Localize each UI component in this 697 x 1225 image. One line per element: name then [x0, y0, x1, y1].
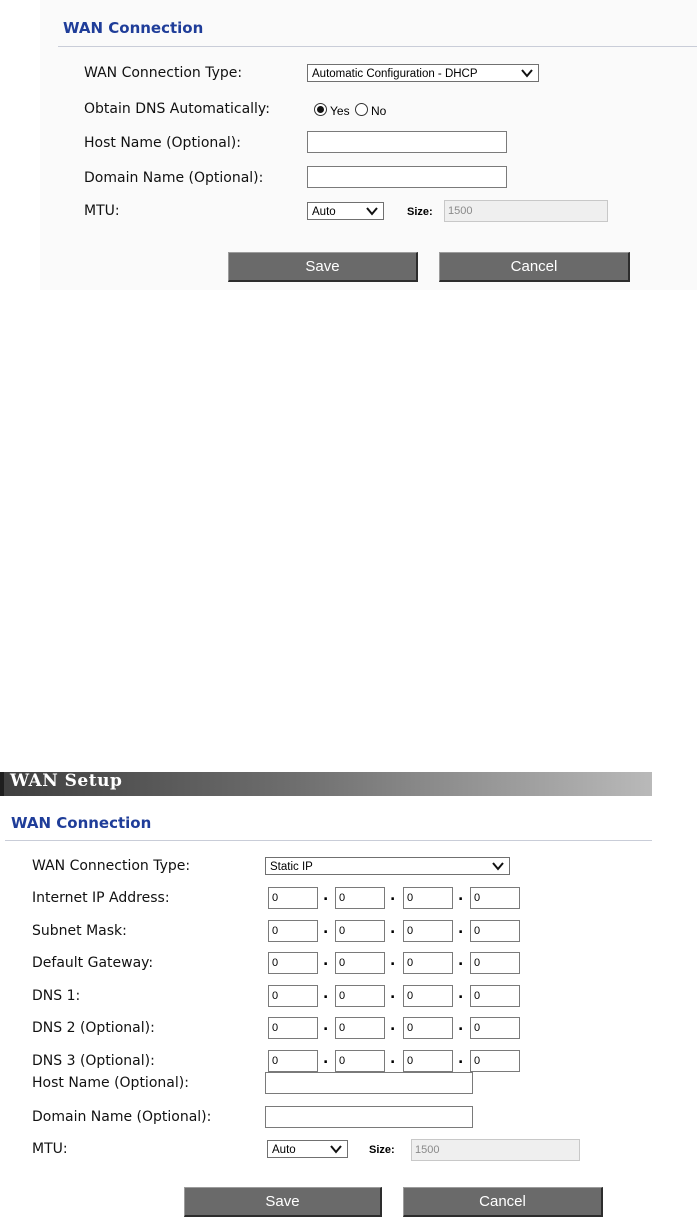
- mtu-select[interactable]: [307, 202, 384, 220]
- ip-octet-input[interactable]: [268, 887, 318, 909]
- octet-separator: .: [323, 1051, 329, 1067]
- connection-type-label: WAN Connection Type:: [32, 858, 191, 874]
- ip-octet-input[interactable]: [470, 920, 520, 942]
- header-edge: [0, 772, 4, 796]
- ip-row-label: Subnet Mask:: [32, 923, 127, 939]
- section-title: WAN Connection: [63, 19, 204, 37]
- size-input: [411, 1139, 580, 1161]
- ip-octet-input[interactable]: [403, 985, 453, 1007]
- chevron-down-icon: [491, 860, 505, 872]
- domain-name-label: Domain Name (Optional):: [84, 170, 264, 186]
- ip-octet-input[interactable]: [403, 952, 453, 974]
- mtu-value: Auto: [312, 206, 336, 218]
- section-divider: [58, 46, 697, 47]
- ip-row-label: DNS 2 (Optional):: [32, 1020, 155, 1036]
- wan-setup-title: WAN Setup: [10, 771, 123, 791]
- ip-octet-input[interactable]: [470, 952, 520, 974]
- octet-separator: .: [458, 888, 464, 904]
- ip-octet-input[interactable]: [470, 1017, 520, 1039]
- octet-separator: .: [323, 888, 329, 904]
- ip-octet-input[interactable]: [268, 1050, 318, 1072]
- host-name-label: Host Name (Optional):: [32, 1075, 189, 1091]
- octet-separator: .: [390, 1018, 396, 1034]
- ip-octet-input[interactable]: [335, 952, 385, 974]
- connection-type-select[interactable]: [265, 857, 510, 875]
- domain-name-input[interactable]: [265, 1106, 473, 1128]
- octet-separator: .: [458, 1051, 464, 1067]
- octet-separator: .: [390, 1051, 396, 1067]
- octet-separator: .: [390, 953, 396, 969]
- ip-octet-input[interactable]: [268, 985, 318, 1007]
- mtu-label: MTU:: [32, 1141, 68, 1157]
- ip-row-label: Internet IP Address:: [32, 890, 170, 906]
- octet-separator: .: [323, 986, 329, 1002]
- ip-octet-input[interactable]: [335, 887, 385, 909]
- host-name-input[interactable]: [265, 1072, 473, 1094]
- octet-separator: .: [458, 986, 464, 1002]
- section-title: WAN Connection: [11, 814, 152, 832]
- octet-separator: .: [390, 986, 396, 1002]
- host-name-label: Host Name (Optional):: [84, 135, 241, 151]
- octet-separator: .: [323, 921, 329, 937]
- ip-octet-input[interactable]: [470, 1050, 520, 1072]
- save-button[interactable]: Save: [184, 1187, 382, 1217]
- obtain-dns-no-radio[interactable]: [355, 103, 368, 116]
- octet-separator: .: [458, 953, 464, 969]
- mtu-label: MTU:: [84, 203, 120, 219]
- octet-separator: .: [458, 1018, 464, 1034]
- octet-separator: .: [323, 1018, 329, 1034]
- size-input: [444, 200, 608, 222]
- obtain-dns-yes-radio[interactable]: [314, 103, 327, 116]
- ip-octet-input[interactable]: [470, 985, 520, 1007]
- chevron-down-icon: [329, 1143, 343, 1155]
- ip-octet-input[interactable]: [403, 1050, 453, 1072]
- connection-type-label: WAN Connection Type:: [84, 65, 243, 81]
- ip-octet-input[interactable]: [268, 1017, 318, 1039]
- ip-octet-input[interactable]: [403, 887, 453, 909]
- ip-octet-input[interactable]: [335, 985, 385, 1007]
- octet-separator: .: [323, 953, 329, 969]
- ip-octet-input[interactable]: [403, 920, 453, 942]
- cancel-button[interactable]: Cancel: [403, 1187, 603, 1217]
- ip-row-label: Default Gateway:: [32, 955, 154, 971]
- size-label: Size:: [369, 1144, 395, 1156]
- octet-separator: .: [458, 921, 464, 937]
- save-button[interactable]: Save: [228, 252, 418, 282]
- section-divider: [5, 840, 652, 841]
- ip-octet-input[interactable]: [268, 920, 318, 942]
- cancel-button[interactable]: Cancel: [439, 252, 630, 282]
- host-name-input[interactable]: [307, 131, 507, 153]
- ip-octet-input[interactable]: [403, 1017, 453, 1039]
- domain-name-label: Domain Name (Optional):: [32, 1109, 212, 1125]
- connection-type-value: Static IP: [270, 861, 313, 873]
- octet-separator: .: [390, 888, 396, 904]
- octet-separator: .: [390, 921, 396, 937]
- ip-octet-input[interactable]: [268, 952, 318, 974]
- chevron-down-icon: [520, 67, 534, 79]
- ip-octet-input[interactable]: [335, 1017, 385, 1039]
- domain-name-input[interactable]: [307, 166, 507, 188]
- ip-row-label: DNS 3 (Optional):: [32, 1053, 155, 1069]
- mtu-value: Auto: [272, 1144, 296, 1156]
- ip-octet-input[interactable]: [335, 1050, 385, 1072]
- obtain-dns-label: Obtain DNS Automatically:: [84, 101, 270, 117]
- connection-type-value: Automatic Configuration - DHCP: [312, 68, 478, 80]
- mtu-select[interactable]: [267, 1140, 348, 1158]
- ip-octet-input[interactable]: [470, 887, 520, 909]
- obtain-dns-no-label: No: [371, 104, 387, 118]
- ip-row-label: DNS 1:: [32, 988, 81, 1004]
- size-label: Size:: [407, 206, 433, 218]
- chevron-down-icon: [365, 205, 379, 217]
- ip-octet-input[interactable]: [335, 920, 385, 942]
- obtain-dns-yes-label: Yes: [330, 104, 350, 118]
- connection-type-select[interactable]: [307, 64, 539, 82]
